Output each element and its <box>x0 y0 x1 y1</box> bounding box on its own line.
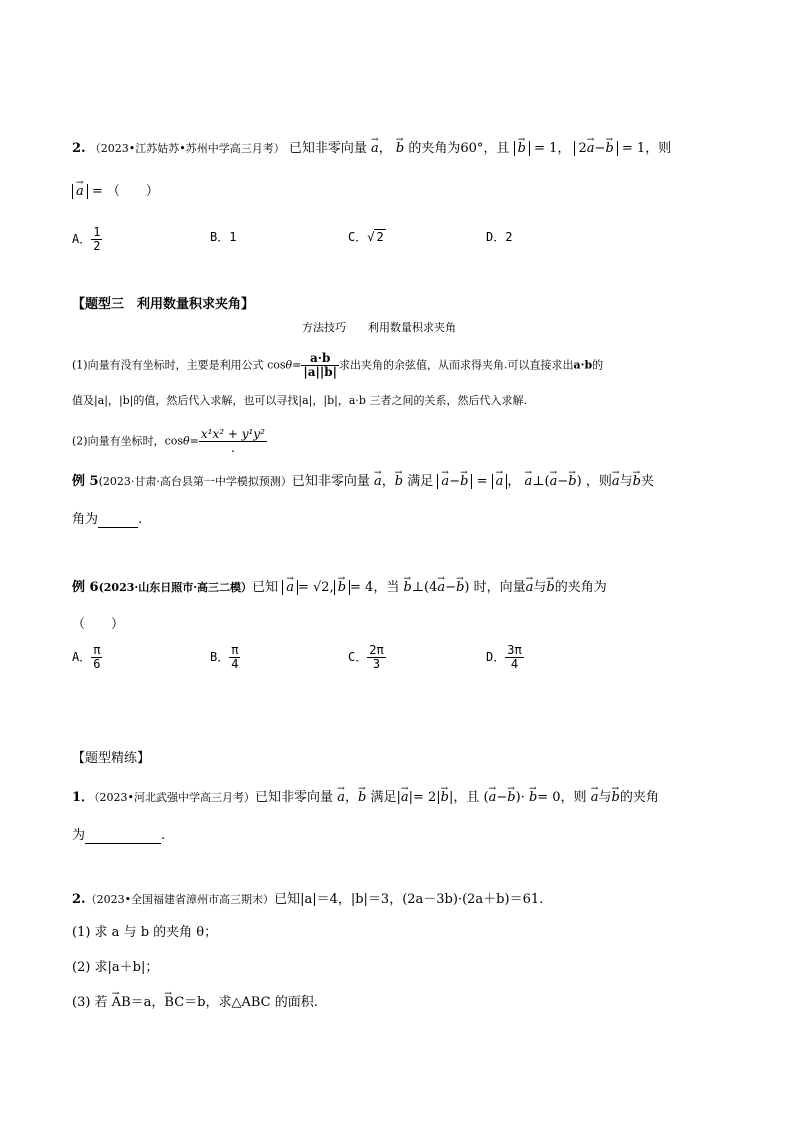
ab-product: a·b <box>573 358 593 372</box>
vector-a: → a <box>401 790 409 805</box>
problem-source: （2023•河北武强中学高三月考） <box>94 791 256 804</box>
ex6-paren: （ ） <box>72 617 125 632</box>
ex6-text3: 的夹角为 <box>554 580 607 595</box>
q3-mid2: ＝b，求△ABC 的面积. <box>184 995 318 1010</box>
numerator: 1 <box>93 225 101 239</box>
dot-op: · <box>520 790 529 805</box>
p1-text1: 已知非零向量 <box>255 790 334 805</box>
denominator: 6 <box>93 657 101 671</box>
denominator: 2 <box>93 239 101 253</box>
practice-2-line1 <box>72 892 543 908</box>
period: . <box>161 828 166 843</box>
coord-fraction <box>199 428 267 455</box>
q3-mid1: ＝a， <box>130 995 165 1010</box>
option-label: A． <box>72 232 92 246</box>
theta: θ <box>285 358 293 372</box>
option-label: D． <box>486 230 506 244</box>
section3-subheading: 方法技巧 利用数量积求夹角 <box>302 321 456 334</box>
q2-eq3: = （ ） <box>91 184 159 199</box>
comma: ， <box>381 474 395 489</box>
option-label: A． <box>72 650 92 664</box>
comma: ， <box>344 790 358 805</box>
vector-b: → b <box>507 790 515 805</box>
minus-sign: − <box>594 141 606 156</box>
answer-blank[interactable] <box>98 513 138 528</box>
and-word: 与 <box>533 580 547 595</box>
vector-b: → b <box>518 141 526 156</box>
option-c <box>348 644 386 671</box>
p1-end: 的 <box>592 358 604 372</box>
p1-text7: 的夹角 <box>619 790 659 805</box>
abs-a <box>282 580 298 595</box>
practice-1-line2 <box>72 828 165 844</box>
q2-eq2: = 1，则 <box>621 141 672 156</box>
ex5-text2: 满足 <box>407 474 434 489</box>
option-label: B． <box>210 650 230 664</box>
vector-b: → b <box>546 580 554 595</box>
answer-blank[interactable] <box>85 829 161 844</box>
q3-pre: (3) 若 <box>72 995 108 1010</box>
paren-a-minus-b: (→ a−→ b) <box>545 474 582 490</box>
vector-a: → a <box>591 790 599 805</box>
option-d <box>486 229 512 245</box>
vector-a: → a <box>371 141 379 156</box>
abs-b <box>334 580 350 595</box>
coef-2: 2 <box>578 141 587 156</box>
example-label: 例 6 <box>72 580 99 595</box>
vector-ab: → AB <box>112 995 131 1010</box>
vector-b: → b <box>568 474 576 489</box>
ex5-text3: ，则 <box>585 474 612 489</box>
equals: = <box>292 358 302 372</box>
perp-symbol: ⊥ <box>411 580 425 595</box>
numerator: π <box>93 643 101 657</box>
p1-text3: |= 2| <box>408 790 441 805</box>
section3-p2 <box>72 428 267 455</box>
vector-a: → a <box>441 474 449 489</box>
cos-fraction <box>301 352 339 379</box>
denominator: . <box>230 441 235 455</box>
option-a <box>72 226 102 253</box>
equals: = <box>476 474 488 489</box>
p1-text4: |，且 <box>448 790 480 805</box>
practice-2-q3 <box>72 995 318 1011</box>
ex5-line2 <box>72 512 142 528</box>
vector-b: → b <box>338 580 346 595</box>
and-word: 与 <box>619 474 633 489</box>
minus-sign: − <box>445 580 457 595</box>
vector-b: → b <box>633 474 641 489</box>
ex5-line2-text: 角为 <box>72 512 99 527</box>
ex5-text1: 已知非零向量 <box>291 474 370 489</box>
vector-a: → a <box>526 580 534 595</box>
comma: ， <box>507 474 521 489</box>
p2-pre: (2)向量有坐标时，cos <box>72 434 184 448</box>
ex5-text4: 夹 <box>640 474 654 489</box>
option-value: 2 <box>376 230 384 244</box>
fraction <box>91 226 102 253</box>
abs-a-minus-b <box>437 474 472 489</box>
section3-heading: 【题型三 利用数量积求夹角】 <box>72 297 255 312</box>
minus-sign: − <box>496 790 508 805</box>
equals: = <box>189 434 199 448</box>
comma: ， <box>378 141 392 156</box>
vector-b: → b <box>611 790 619 805</box>
option-label: D． <box>486 650 506 664</box>
q2-source: （2023•江苏姑苏•苏州中学高三月考） <box>89 142 285 155</box>
abs-a <box>72 184 88 199</box>
option-value: 1 <box>229 230 237 244</box>
section3-p1 <box>72 352 603 379</box>
q2-number: 2. <box>72 141 86 156</box>
problem-number: 1． <box>72 790 95 805</box>
denominator: 4 <box>510 657 519 671</box>
vector-b: → b <box>605 141 613 156</box>
p1-post: 求出夹角的余弦值，从而求得夹角.可以直接求出 <box>339 358 574 372</box>
p2-text: 已知|a|＝4，|b|＝3，(2a－3b)·(2a＋b)＝61. <box>274 892 544 907</box>
abs-b <box>514 141 530 156</box>
abs-2a-minus-b <box>574 141 617 156</box>
fraction <box>505 644 523 671</box>
numerator: 2π <box>369 643 384 657</box>
p1-pre: (1)向量有没有坐标时，主要是利用公式 cos <box>72 358 286 372</box>
vector-b: → b <box>456 580 464 595</box>
p1-line2-text: 为 <box>72 828 86 843</box>
p1-text6: = 0，则 <box>537 790 587 805</box>
example-source: (2023·甘肃·高台县第一中学模拟预测） <box>98 475 292 488</box>
practice-heading: 【题型精练】 <box>72 751 151 766</box>
option-value: 2 <box>505 230 513 244</box>
option-label: C． <box>348 230 368 244</box>
ex6-text2: 时，向量 <box>473 580 526 595</box>
paren-a-minus-b: (→ a−→ b) <box>484 790 521 806</box>
perp-symbol: ⊥ <box>532 474 545 489</box>
option-label: B． <box>210 230 230 244</box>
vector-bc: → BC <box>164 995 184 1010</box>
vector-b: → b <box>395 474 403 489</box>
vector-a: → a <box>496 474 504 489</box>
problem-source: （2023•全国福建省漳州市高三期末） <box>85 893 275 906</box>
example-source: (2023·山东日照市·高三二模） <box>98 581 253 594</box>
ex5-line1 <box>72 474 654 490</box>
denominator: |a||b| <box>303 365 337 379</box>
theta: θ <box>183 434 190 448</box>
problem-number: 2. <box>72 892 86 907</box>
coef-4: 4 <box>429 580 438 595</box>
vector-a: → a <box>337 790 345 805</box>
practice-2-q1: (1) 求 a 与 b 的夹角 θ； <box>72 925 218 940</box>
minus-sign: − <box>449 474 461 489</box>
and-word: 与 <box>598 790 612 805</box>
vector-b: → b <box>441 790 449 805</box>
period: . <box>138 512 143 527</box>
paren-4a-minus-b: (4→ a−→ b) <box>424 580 469 596</box>
numerator: x¹x² + y¹y² <box>200 427 265 441</box>
vector-b: → b <box>358 790 366 805</box>
numerator: a·b <box>301 352 339 366</box>
denominator: 4 <box>231 657 239 671</box>
fraction <box>367 644 385 671</box>
vector-a: → a <box>550 474 558 489</box>
vector-a: → a <box>286 580 294 595</box>
option-label: C． <box>348 650 368 664</box>
vector-b: → b <box>460 474 468 489</box>
vector-a: → a <box>525 474 533 489</box>
vector-b: → b <box>403 580 411 595</box>
q2-text2: 的夹角为60°，且 <box>408 141 510 156</box>
option-b <box>210 229 236 245</box>
option-b <box>210 644 240 671</box>
denominator: 3 <box>372 657 381 671</box>
abs-a <box>492 474 508 489</box>
option-d <box>486 644 524 671</box>
q2-line2 <box>72 184 159 200</box>
fraction <box>91 644 102 671</box>
fraction <box>229 644 240 671</box>
q2-line1 <box>72 141 671 157</box>
numerator: 3π <box>507 643 522 657</box>
vector-a: → a <box>489 790 497 805</box>
ex6-text1: 已知 <box>252 580 279 595</box>
practice-2-q2: (2) 求|a＋b|； <box>72 960 159 975</box>
option-c: C．√ 2 <box>348 230 384 244</box>
vector-a: → a <box>76 184 84 199</box>
q2-text1: 已知非零向量 <box>288 141 367 156</box>
vector-b: → b <box>396 141 404 156</box>
p1-text2: 满足| <box>370 790 401 805</box>
practice-1-line1 <box>72 790 659 806</box>
ex6-eq1: = √2, <box>297 580 334 595</box>
vector-a: → a <box>374 474 382 489</box>
vector-a: → a <box>612 474 620 489</box>
ex6-eq2: = 4，当 <box>350 580 400 595</box>
vector-b: → b <box>529 790 537 805</box>
section3-p1b: 值及|a|，|b|的值，然后代入求解，也可以寻找|a|，|b|，a·b 三者之间的关系，然后代入求解. <box>72 394 527 407</box>
ex6-line1 <box>72 580 607 596</box>
example-label: 例 5 <box>72 474 99 489</box>
numerator: π <box>231 643 239 657</box>
minus-sign: − <box>557 474 569 489</box>
vector-a: → a <box>587 141 595 156</box>
q2-eq1: = 1， <box>534 141 571 156</box>
vector-a: → a <box>437 580 445 595</box>
option-a <box>72 644 102 671</box>
